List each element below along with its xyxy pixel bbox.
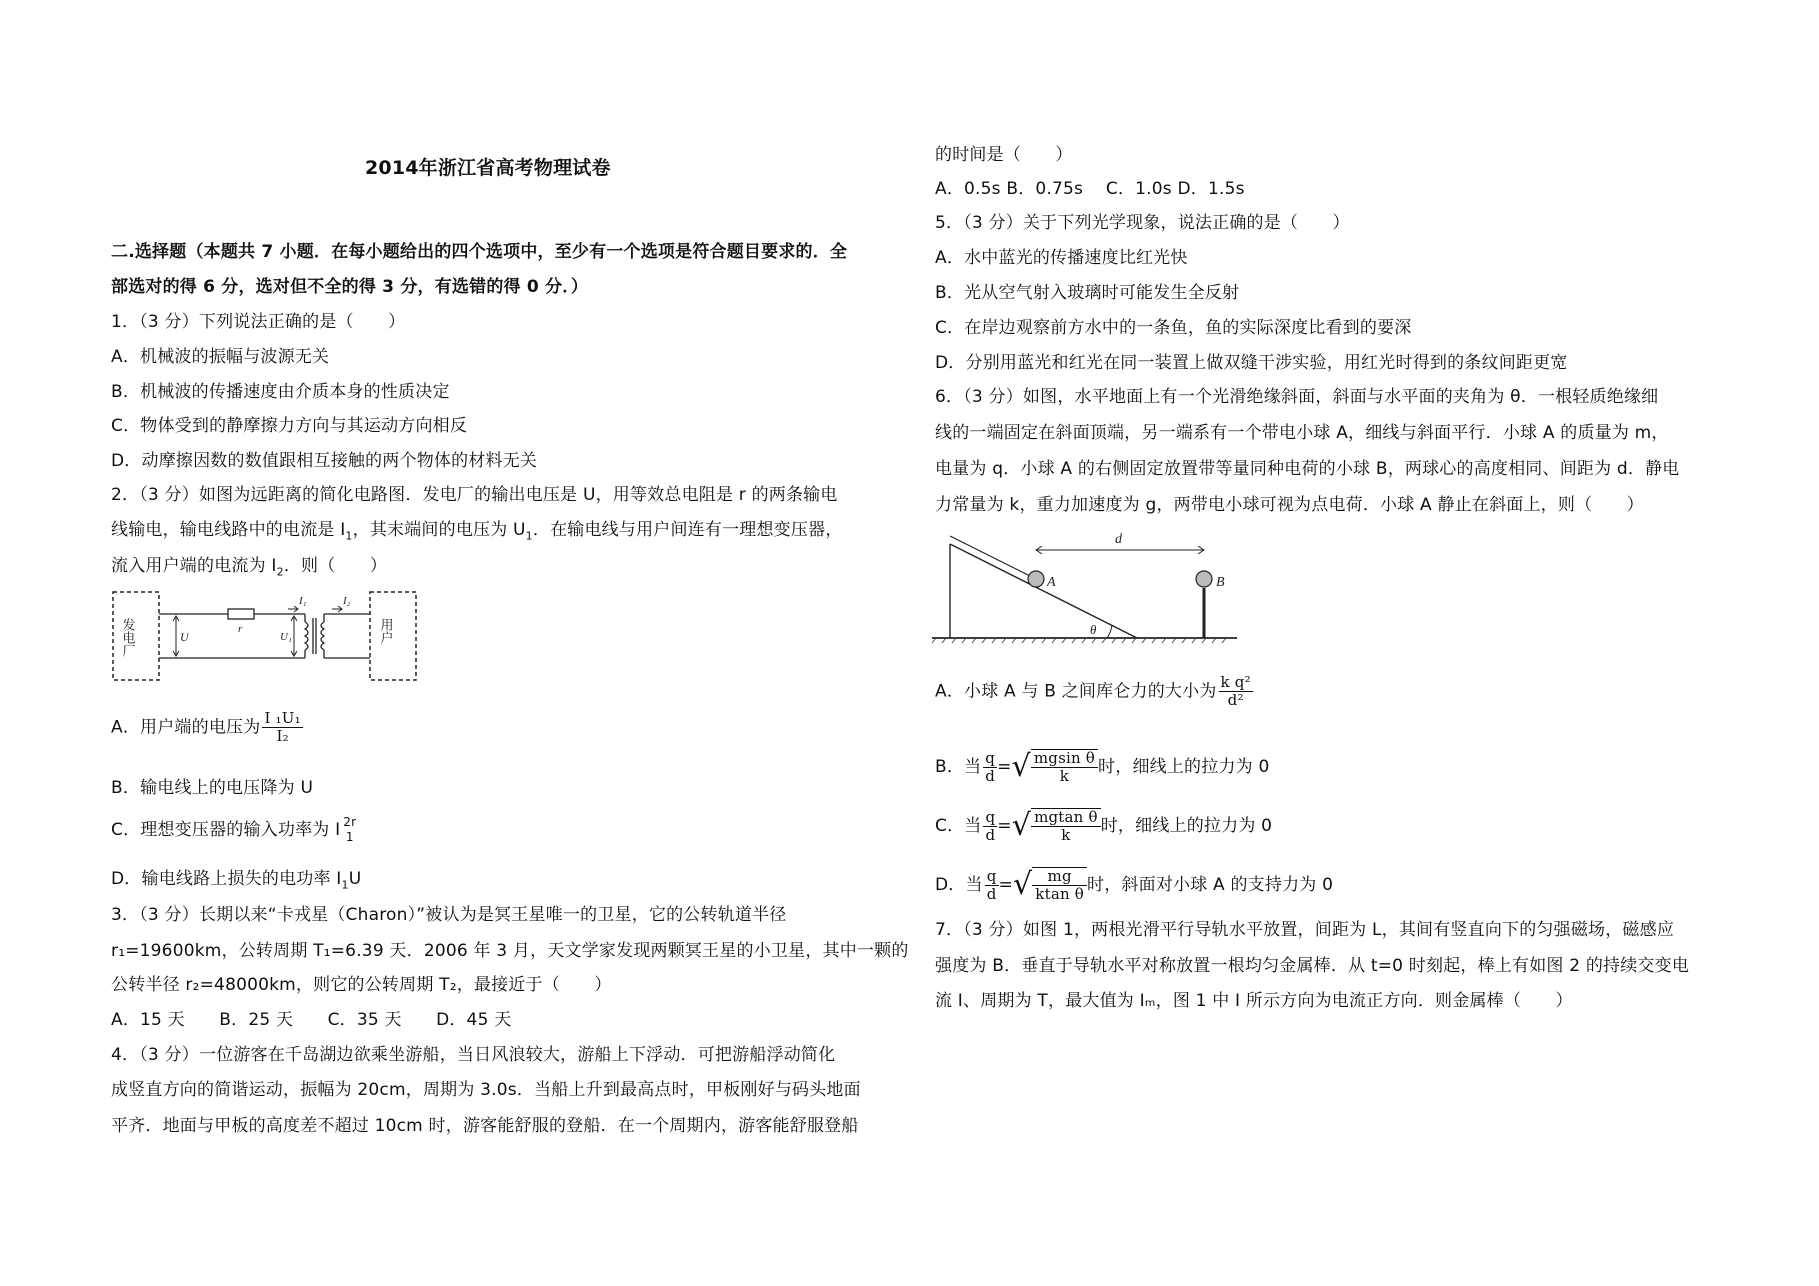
q2-option-a-fraction	[262, 710, 302, 745]
question-3-line2: r₁=19600km，公转周期 T₁=6.39 天．2006 年 3 月，天文学家发现两颗冥王星的小卫星，其中一颗的	[111, 941, 909, 961]
question-5-option-d: D．分别用蓝光和红光在同一装置上做双缝干涉实验，用红光时得到的条纹间距更宽	[935, 353, 1568, 373]
q6-option-d-qd	[985, 868, 999, 903]
q6-option-a-numerator: k q²	[1220, 673, 1251, 691]
question-7-line3: 流 I、周期为 T，最大值为 Iₘ，图 1 中 I 所示方向为电流正方向．则金属棒（ ）	[935, 991, 1573, 1011]
circuit-label-U: U	[180, 630, 189, 644]
q2-text-e: ．则（ ）	[283, 556, 388, 576]
question-3-line1: 3．（3 分）长期以来“卡戎星（Charon）”被认为是冥王星唯一的卫星，它的公转轨道半径	[111, 905, 787, 925]
q6-option-a-fraction	[1219, 674, 1253, 709]
q6-option-c-q: q	[985, 807, 996, 826]
question-6-line1: 6．（3 分）如图，水平地面上有一个光滑绝缘斜面，斜面与水平面的夹角为 θ．一根轻质绝缘细	[935, 387, 1659, 407]
question-1-stem: 1．（3 分）下列说法正确的是（ ）	[111, 312, 406, 332]
incline-label-B: B	[1216, 575, 1225, 590]
question-4-line1: 4．（3 分）一位游客在千岛湖边欲乘坐游船，当日风浪较大，游船上下浮动．可把游船浮动简化	[111, 1045, 836, 1065]
q2-option-c-script	[343, 815, 356, 845]
q6-option-b-d: d	[985, 766, 996, 785]
q6-option-a-denominator: d²	[1227, 691, 1244, 709]
incline-label-A: A	[1047, 575, 1056, 590]
q6-option-c-d: d	[985, 825, 996, 844]
q2-option-d-sub: 1	[341, 878, 349, 892]
question-1-option-d: D．动摩擦因数的数值跟相互接触的两个物体的材料无关	[111, 451, 538, 471]
q6-option-b-qd	[983, 750, 997, 785]
q6-option-b-rad-num: mgsin θ	[1031, 750, 1098, 768]
question-1-option-a: A．机械波的振幅与波源无关	[111, 347, 330, 367]
q2-text-c: ．在输电线与用户间连有一理想变压器，	[532, 520, 843, 540]
question-5-option-b: B．光从空气射入玻璃时可能发生全反射	[935, 283, 1240, 303]
section-heading-line1: 二.选择题（本题共 7 小题．在每小题给出的四个选项中，至少有一个选项是符合题目要求的．全	[111, 242, 848, 262]
question-2-option-a	[111, 710, 303, 745]
question-5-option-c: C．在岸边观察前方水中的一条鱼，鱼的实际深度比看到的要深	[935, 318, 1412, 338]
q2-text-a: 线输电，输电线路中的电流是 I	[111, 520, 346, 540]
q2-option-a-text: A．用户端的电压为	[111, 717, 261, 738]
q6-option-b-q: q	[985, 748, 996, 767]
incline-label-d: d	[1115, 532, 1122, 547]
question-6-line4: 力常量为 k，重力加速度为 g，两带电小球可视为点电荷．小球 A 静止在斜面上，则（ ）	[935, 495, 1644, 515]
question-6-option-d	[935, 867, 1333, 903]
circuit-label-U1: U₁	[280, 631, 292, 643]
circuit-diagram	[110, 588, 420, 684]
question-4-line2: 成竖直方向的简谐运动，振幅为 20cm，周期为 3.0s．当船上升到最高点时，甲板刚好与码头地面	[111, 1080, 861, 1100]
question-2-line2	[111, 519, 842, 541]
question-6-line2: 线的一端固定在斜面顶端，另一端系有一个带电小球 A，细线与斜面平行．小球 A 的质量为 m，	[935, 423, 1669, 443]
question-4-line4: 的时间是（ ）	[935, 145, 1073, 165]
section-heading-line2: 部选对的得 6 分，选对但不全的得 3 分，有选错的得 0 分．）	[111, 277, 589, 297]
q6-option-c-rad-den: k	[1061, 826, 1071, 844]
q2-option-c-sub: 1	[345, 830, 354, 844]
q6-option-b-rad-den: k	[1059, 767, 1070, 785]
q6-option-b-eq: =	[997, 757, 1012, 777]
question-2-option-b: B．输电线上的电压降为 U	[111, 778, 314, 798]
circuit-left-box-label: 发电厂	[120, 618, 136, 657]
q6-option-b-sqrt: √ $\frac{\text{mgsin θ}}{k}$	[1012, 749, 1099, 785]
q6-option-c-eq: =	[997, 816, 1012, 836]
question-5-option-a: A．水中蓝光的传播速度比红光快	[935, 248, 1188, 268]
q6-option-a-text: A．小球 A 与 B 之间库仑力的大小为	[935, 681, 1217, 702]
q2-option-c-sup: 2r	[343, 815, 357, 829]
q2-sub-1b: 1	[525, 529, 533, 543]
question-4-options: A．0.5s B．0.75s C．1.0s D．1.5s	[935, 179, 1245, 199]
q6-option-c-qd	[983, 809, 997, 844]
q6-option-b-text: B．当	[935, 757, 982, 777]
q2-option-a-numerator: I ₁U₁	[264, 709, 301, 727]
q6-option-d-sqrt: √ $\frac{mg}{\text{ktan θ}}$	[1013, 867, 1087, 903]
q6-option-d-rad-num: mg	[1032, 868, 1087, 886]
question-3-line3: 公转半径 r₂=48000km，则它的公转周期 T₂，最接近于（ ）	[111, 975, 612, 995]
question-2-option-c	[111, 815, 356, 845]
question-6-option-c	[935, 808, 1272, 844]
q2-sub-1: 1	[345, 529, 353, 543]
q2-option-c-text: C．理想变压器的输入功率为 I	[111, 820, 341, 840]
question-7-line2: 强度为 B．垂直于导轨水平对称放置一根均匀金属棒．从 t=0 时刻起，棒上有如图 2 的持续交变电	[935, 956, 1690, 976]
question-3-options: A．15 天 B．25 天 C．35 天 D．45 天	[111, 1010, 512, 1030]
circuit-label-r: r	[238, 623, 243, 635]
q6-option-c-sqrt: √ $\frac{\text{mgtan θ}}{k}$	[1012, 808, 1101, 844]
q6-option-d-suffix: 时，斜面对小球 A 的支持力为 0	[1087, 875, 1334, 895]
q6-option-d-eq: =	[998, 875, 1013, 895]
question-2-option-d	[111, 868, 361, 890]
question-1-option-c: C．物体受到的静摩擦力方向与其运动方向相反	[111, 416, 468, 436]
q6-option-d-d: d	[986, 884, 997, 903]
q2-option-d-suffix: U	[348, 869, 362, 889]
q6-option-d-q: q	[986, 866, 997, 885]
question-6-option-b	[935, 749, 1269, 785]
question-1-option-b: B．机械波的传播速度由介质本身的性质决定	[111, 382, 450, 402]
q6-option-c-suffix: 时，细线上的拉力为 0	[1100, 816, 1273, 836]
q2-option-d-text: D．输电线路上损失的电功率 I	[111, 869, 342, 889]
q6-option-d-text: D．当	[935, 875, 983, 895]
circuit-label-I2: I₂	[343, 595, 351, 607]
question-6-line3: 电量为 q．小球 A 的右侧固定放置带等量同种电荷的小球 B，两球心的高度相同、间距为 d．静电	[935, 459, 1680, 479]
q2-option-a-denominator: I₂	[276, 727, 289, 745]
q6-option-d-rad-den: ktan θ	[1035, 885, 1085, 903]
question-4-line3: 平齐．地面与甲板的高度差不超过 10cm 时，游客能舒服的登船．在一个周期内，游客能舒服登船	[111, 1116, 859, 1136]
question-2-line1: 2．（3 分）如图为远距离的简化电路图．发电厂的输出电压是 U，用等效总电阻是 r 的两条输电	[111, 485, 838, 505]
question-6-option-a	[935, 674, 1253, 709]
q2-text-d: 流入用户端的电流为 I	[111, 556, 277, 576]
page-title: 2014年浙江省高考物理试卷	[365, 157, 611, 179]
question-5-stem: 5．（3 分）关于下列光学现象，说法正确的是（ ）	[935, 213, 1350, 233]
q2-sub-2: 2	[276, 565, 284, 579]
q2-text-b: ，其末端间的电压为 U	[352, 520, 526, 540]
q6-option-c-rad-num: mgtan θ	[1031, 809, 1101, 827]
q6-option-c-text: C．当	[935, 816, 982, 836]
question-7-line1: 7．（3 分）如图 1，两根光滑平行导轨水平放置，间距为 L，其间有竖直向下的匀强磁场，磁感应	[935, 920, 1675, 940]
question-2-line3	[111, 555, 387, 577]
incline-diagram	[932, 528, 1242, 644]
circuit-label-I1: I₁	[299, 595, 307, 607]
circuit-right-box-label: 用户	[378, 618, 394, 644]
q6-option-b-suffix: 时，细线上的拉力为 0	[1098, 757, 1270, 777]
incline-label-theta: θ	[1090, 622, 1097, 637]
